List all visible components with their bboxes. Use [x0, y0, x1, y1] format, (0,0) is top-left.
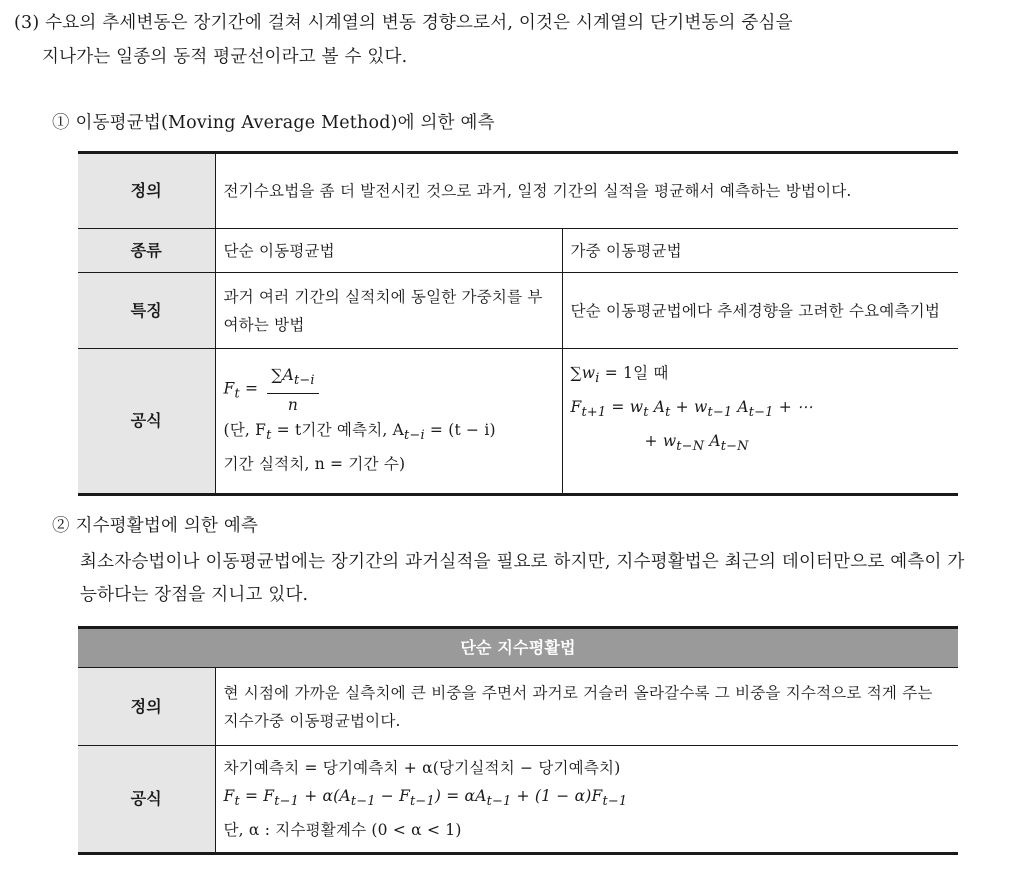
type-simple: 단순 이동평균법: [215, 229, 562, 273]
feature-row: [78, 273, 958, 349]
simple-formula-cell: [215, 349, 562, 495]
formula-label: 공식: [78, 349, 215, 495]
simple-formula-fraction: $\frac{\sum A_{t-i}}{n}$: [267, 364, 318, 415]
es-formula-cell: [215, 746, 958, 854]
table-banner: 단순 지수평활법: [78, 628, 958, 668]
formula-row-2: [78, 746, 958, 854]
type-weighted: 가중 이동평균법: [570, 241, 682, 260]
definition-label-2: 정의: [78, 668, 215, 746]
es-formula-line-1: 차기예측치 = 당기예측치 + α(당기실적치 − 당기예측치): [223, 758, 621, 777]
weighted-formula-line-2: $F_{t+1} = w_t$ $A_t + w_{t-1}$ $A_{t-1}$ + ⋯: [570, 398, 813, 421]
definition-text: 전기수요법을 좀 더 발전시킨 것으로 과거, 일정 기간의 실적을 평균해서 예측하는 방법이다.: [223, 182, 852, 200]
simple-formula-note-1: (단, $F_t = t$기간 예측치, $A_{t-i} = (t - i)$: [223, 420, 496, 443]
definition-text-2: 현 시점에 가까운 실측치에 큰 비중을 주면서 과거로 거슬러 올라갈수록 그 비중을 지수적으로 적게 주는 지수가중 이동평균법이다.: [223, 683, 933, 730]
banner-row: [78, 628, 958, 668]
section1-heading: ① 이동평균법(Moving Average Method)에 의한 예측: [52, 113, 495, 133]
es-formula-line-2: $F_t = F_{t-1} + \alpha(A_{t-1} - F_{t-1}) = \alpha A_{t-1} + (1 - \alpha)F_{t-1}$: [223, 786, 628, 810]
exponential-smoothing-table: [78, 626, 958, 855]
section2-heading: ② 지수평활법에 의한 예측: [52, 516, 259, 536]
intro-line-1: (3) 수요의 추세변동은 장기간에 걸쳐 시계열의 변동 경향으로서, 이것은 시계열의 단기변동의 중심을: [14, 13, 793, 33]
weighted-formula-cell: [562, 349, 958, 495]
intro-line-2: 지나가는 일종의 동적 평균선이라고 볼 수 있다.: [42, 47, 408, 67]
section2-body: 최소자승법이나 이동평균법에는 장기간의 과거실적을 필요로 하지만, 지수평활법은 최근의 데이터만으로 예측이 가능하다는 장점을 지니고 있다.: [80, 552, 965, 605]
simple-formula: $F_t$ = $\frac{\sum A_{t-i}}{n}$: [224, 364, 554, 415]
intro-paragraph: [14, 6, 974, 74]
formula-label-2: 공식: [78, 746, 215, 854]
simple-formula-note-2: 기간 실적치, n = 기간 수): [223, 454, 406, 473]
formula-row: [78, 349, 958, 495]
weighted-formula-line-3: + $w_{t-N}$ $A_{t-N}$: [644, 432, 749, 455]
definition-row: [78, 153, 958, 229]
definition-label: 정의: [78, 153, 215, 229]
feature-label: 특징: [78, 273, 215, 349]
moving-average-table: [78, 151, 958, 496]
feature-weighted: 단순 이동평균법에다 추세경향을 고려한 수요예측기법: [570, 301, 940, 320]
type-row: [78, 229, 958, 273]
feature-simple: 과거 여러 기간의 실적치에 동일한 가중치를 부여하는 방법: [215, 273, 562, 349]
definition-row-2: [78, 668, 958, 746]
es-formula-line-3: 단, α : 지수평활계수 (0 < α < 1): [223, 821, 462, 840]
type-label: 종류: [78, 229, 215, 273]
weighted-formula-line-1: $\sum w_i = 1$일 때: [570, 364, 669, 387]
